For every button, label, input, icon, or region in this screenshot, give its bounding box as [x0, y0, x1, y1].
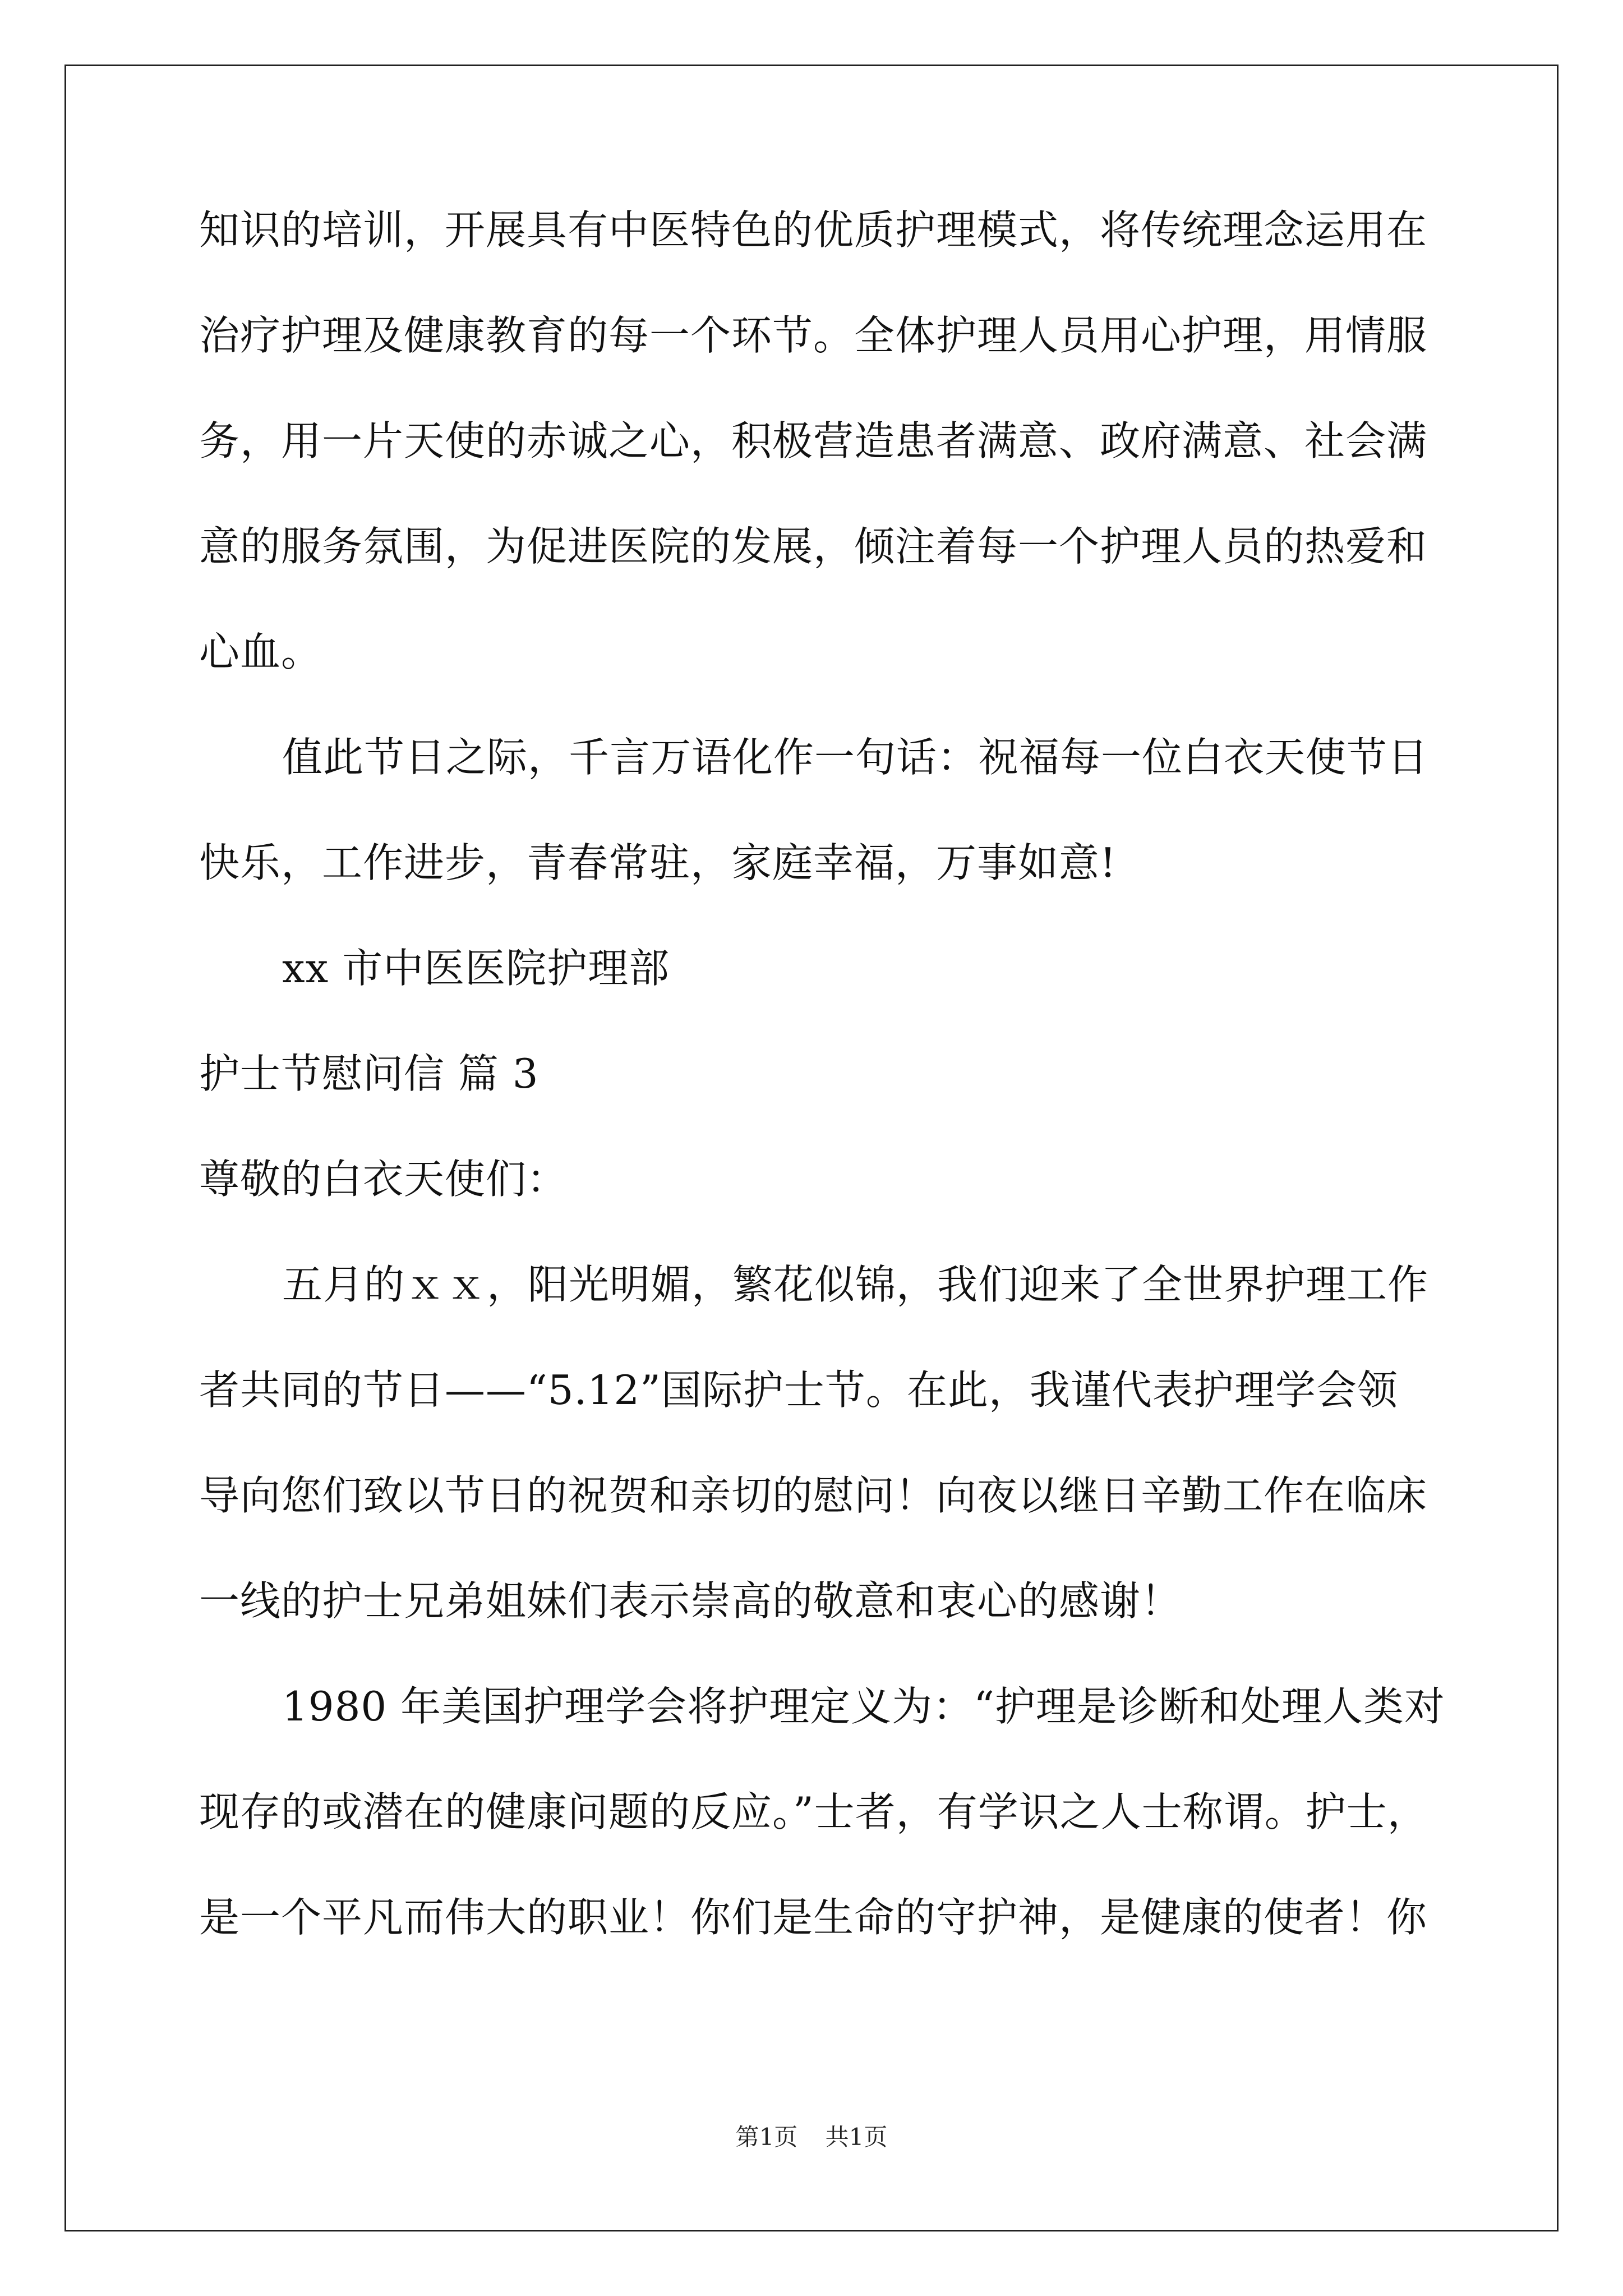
- text-line: 现存的或潜在的健康问题的反应。”士者，有学识之人士称谓。护士，: [199, 1788, 1428, 1835]
- page-footer: [0, 2120, 1623, 2154]
- text-line: 者共同的节日——“5.12”国际护士节。在此，我谨代表护理学会领: [199, 1366, 1398, 1414]
- text-line: 务，用一片天使的赤诚之心，积极营造患者满意、政府满意、社会满: [199, 417, 1428, 464]
- text-line: 一线的护士兄弟姐妹们表示崇高的敬意和衷心的感谢！: [199, 1577, 1182, 1625]
- text-line: 意的服务氛围，为促进医院的发展，倾注着每一个护理人员的热爱和: [199, 523, 1428, 570]
- text-line: 知识的培训，开展具有中医特色的优质护理模式，将传统理念运用在: [199, 206, 1428, 254]
- text-line: 导向您们致以节日的祝贺和亲切的慰问！向夜以继日辛勤工作在临床: [199, 1472, 1428, 1519]
- salutation: 尊敬的白衣天使们：: [199, 1156, 568, 1203]
- page-total: 共1页: [825, 2123, 888, 2151]
- text-line: 五月的ｘｘ，阳光明媚，繁花似锦，我们迎来了全世界护理工作: [282, 1261, 1429, 1308]
- text-line: 值此节日之际，千言万语化作一句话：祝福每一位白衣天使节日: [282, 734, 1429, 781]
- page-number: 第1页: [735, 2123, 798, 2151]
- text-line: 快乐，工作进步，青春常驻，家庭幸福，万事如意!: [199, 839, 1117, 886]
- text-line: 是一个平凡而伟大的职业！你们是生命的守护神，是健康的使者！你: [199, 1894, 1428, 1941]
- text-line: 心血。: [199, 628, 322, 675]
- signature-line: xx 市中医医院护理部: [282, 945, 670, 992]
- text-line: 1980 年美国护理学会将护理定义为：“护理是诊断和处理人类对: [282, 1683, 1445, 1730]
- section-heading: 护士节慰问信 篇 3: [199, 1050, 539, 1097]
- text-line: 治疗护理及健康教育的每一个环节。全体护理人员用心护理，用情服: [199, 312, 1428, 359]
